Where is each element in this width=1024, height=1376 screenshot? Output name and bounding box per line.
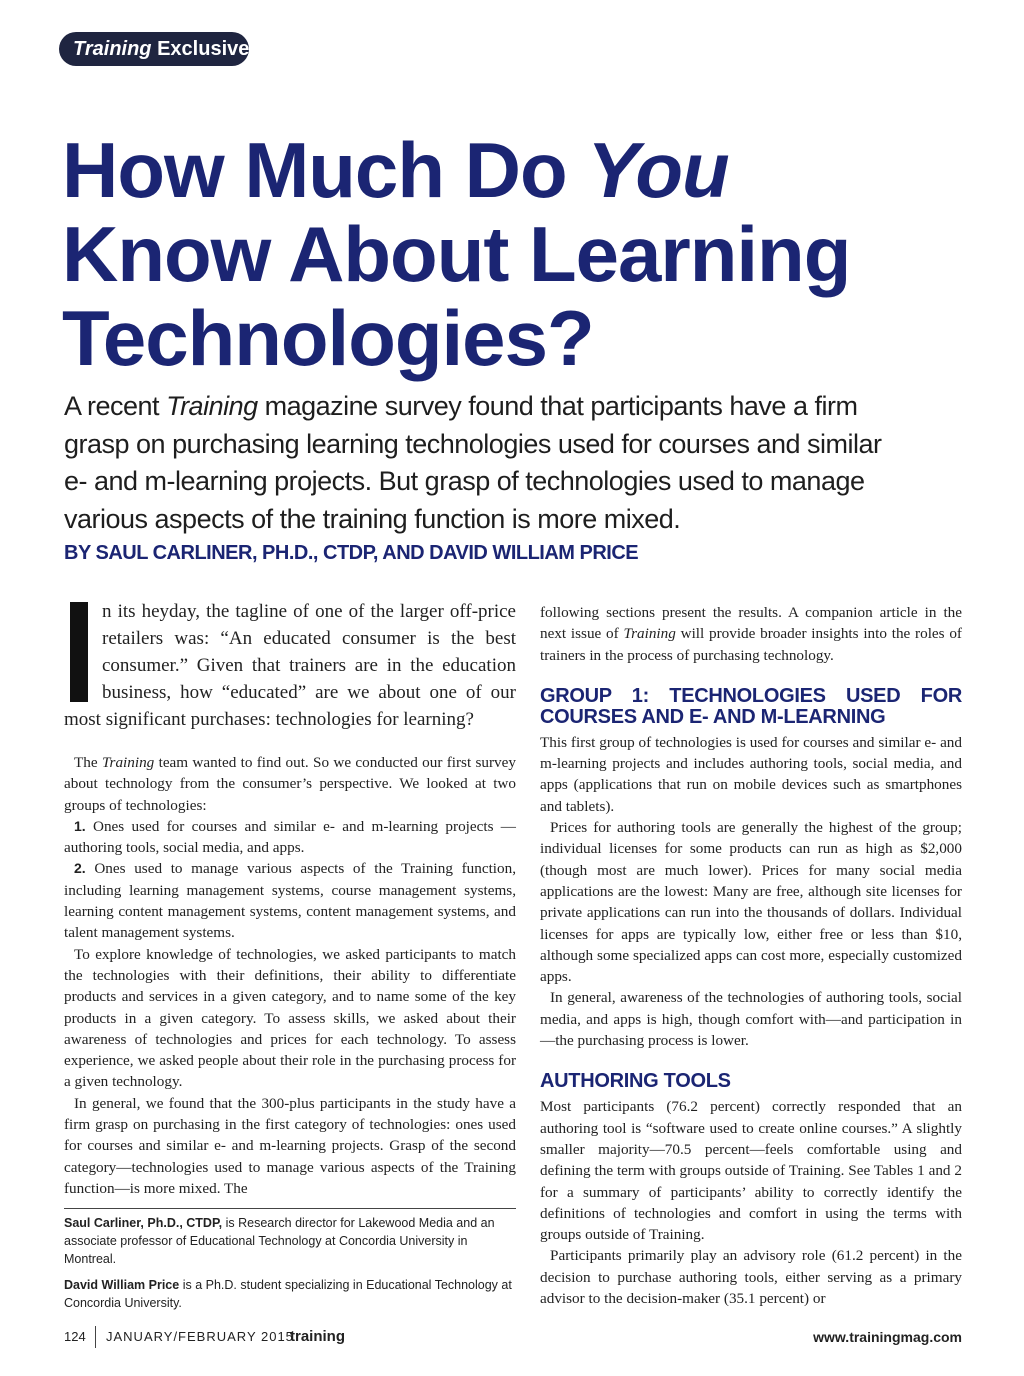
headline-line-2: Know About Learning [62,210,851,298]
bio-text: is a Ph.D. student specializing in Educational Technology at Concordia University. [64,1278,512,1310]
author-name: David William Price [64,1278,180,1292]
article-dek [64,388,954,538]
dek-line-4: various aspects of the training function is more mixed. [64,503,681,534]
headline-emphasis: You [587,126,729,214]
bio-divider [64,1208,516,1209]
page-footer [64,1329,962,1349]
intro-line-1: n its heyday, the tagline of one of the larger off-price [102,601,516,622]
drop-cap-i [70,602,88,702]
body-paragraph: In general, awareness of the technologies of authoring tools, social media, and apps is high, though comfort with—and participation in—the purchasing process is lower. [540,989,962,1050]
article-headline [62,128,962,380]
intro-line-2: retailers was: “An educated consumer is the best [102,628,516,649]
body-paragraph [64,752,516,816]
dek-line-1-post: magazine survey found that participants have a firm [257,391,858,421]
left-column [64,752,516,1199]
headline-line-1-text: How Much Do [62,126,588,214]
website-url: www.trainingmag.com [813,1329,962,1345]
body-paragraph: In general, we found that the 300-plus participants in the study have a firm grasp on purchasing in the first category of technologies: ones used for courses and similar e- and m-learning projects. Grasp of the second category—technologies used to manage various aspects of the Training function—is more mixed. The [64,1094,516,1197]
headline-line-1 [62,128,962,212]
dek-line-3: e- and m-learning projects. But grasp of technologies used to manage [64,466,865,496]
list-item [64,816,516,859]
intro-line-3: consumer.” Given that trainers are in the education [102,655,516,676]
badge-label: Exclusive [157,38,250,60]
list-number: 1. [74,817,86,834]
headline-line-3: Technologies? [62,294,594,382]
body-paragraph: This first group of technologies is used for courses and similar e- and m-learning projects and includes authoring tools, social media, and apps (applications that run on mobile devices such as smartphones and tablets). [540,733,962,815]
body-paragraph: To explore knowledge of technologies, we asked participants to match the technologies with their definitions, their ability to differentiate products and services in a given category, and to name some of the key products in a given category. To assess skills, we asked about their awareness of technologies and prices for each technology. To assess experience, we asked people about their role in the purchasing process for a given technology. [64,945,516,1091]
author-bio-2 [64,1276,516,1312]
byline: BY SAUL CARLINER, PH.D., CTDP, AND DAVID WILLIAM PRICE [64,542,639,564]
body-paragraph: Participants primarily play an advisory role (61.2 percent) in the decision to purchase authoring tools, either serving as a primary advisor to the decision-maker (35.1 percent) or [540,1247,962,1308]
intro-line-4: business, how “educated” are we about one of our [102,682,516,703]
dek-line-1-pre: A recent [64,391,167,421]
magazine-name-footer: training [290,1328,345,1345]
section-heading-group-1: GROUP 1: TECHNOLOGIES USED FOR COURSES AND E- AND M-LEARNING [540,684,962,728]
magazine-name: Training [623,625,676,643]
intro-line-5: most significant purchases: technologies for learning? [64,709,474,730]
issue-date: JANUARY/FEBRUARY 2015 [106,1329,294,1344]
page-number: 124 [64,1329,86,1344]
body-paragraph [540,602,962,666]
footer-separator [95,1326,96,1348]
text-run: The [74,754,102,771]
right-column [540,602,962,1309]
section-heading-authoring-tools: AUTHORING TOOLS [540,1070,731,1093]
list-item [64,858,516,943]
badge-italic: Training [73,38,152,60]
section-badge [59,32,249,66]
body-paragraph: Prices for authoring tools are generally the highest of the group; individual licenses for some products can run as high as $2,000 (though most are much lower). Prices for many social media applications are the lowest: Many are free, although site licenses for private applications can run into the thousands of dollars. Individual licenses for apps are typically low, either free or less than $10, although some specialized apps can cost more, especially customized apps. [540,819,962,986]
author-bio-1 [64,1214,516,1268]
author-name: Saul Carliner, Ph.D., CTDP, [64,1216,223,1230]
list-number: 2. [74,860,86,877]
magazine-name: Training [101,754,155,771]
dek-line-2: grasp on purchasing learning technologies used for courses and similar [64,428,882,459]
dek-magazine-name: Training [166,391,258,421]
bio-text: is Research director for Lakewood Media and an associate professor of Educational Technology at Concordia University in Montreal. [64,1216,495,1266]
list-text: Ones used to manage various aspects of the Training function, including learning management systems, course management systems, learning content management systems, content management systems, and talent management systems. [64,860,516,942]
body-paragraph: Most participants (76.2 percent) correctly responded that an authoring tool is “software used to create online courses.” A slightly smaller majority—70.5 percent—feels comfortable using and defining the term with groups outside of Training. See Tables 1 and 2 for a summary of participants’ ability to correctly identify the definitions of technologies and comfort in using the terms with groups outside of Training. [540,1098,962,1244]
text-run: following sections present the results. A companion article in the next issue of [540,604,962,643]
intro-paragraph [64,598,516,733]
text-run: team wanted to find out. So we conducted our first survey about technology from the consumer’s perspective. We looked at two groups of technologies: [64,754,516,814]
text-run: will provide broader insights into the roles of trainers in the process of purchasing technology. [540,625,962,664]
dek-line-1 [64,388,954,426]
list-text: Ones used for courses and similar e- and m-learning projects —authoring tools, social media, and apps. [64,817,516,857]
